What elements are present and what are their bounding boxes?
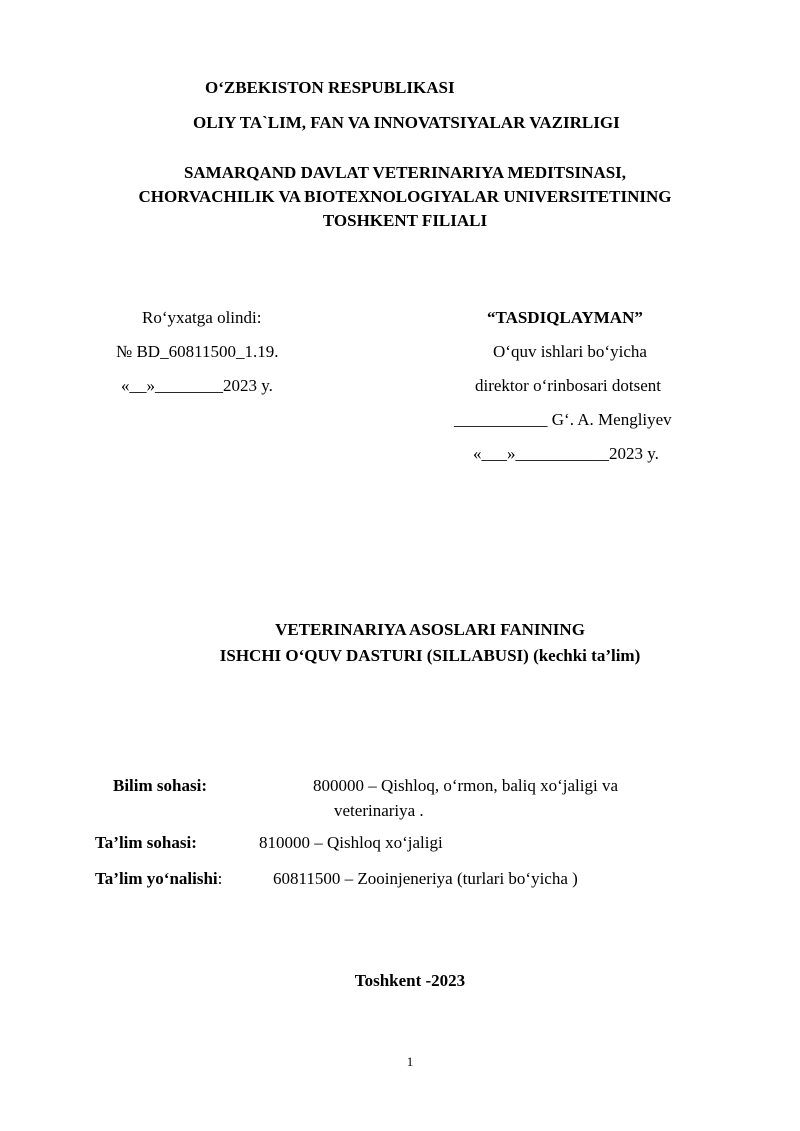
registration-date: «__»________2023 y. — [121, 376, 273, 395]
talim-yonalishi-label-wrap — [95, 869, 222, 889]
approval-line-2: direktor o‘rinbosari dotsent — [475, 376, 662, 395]
talim-sohasi-value: 810000 – Qishloq xo‘jaligi — [259, 833, 443, 852]
university-line-2: CHORVACHILIK VA BIOTEXNOLOGIYALAR UNIVERSITETINING — [138, 187, 672, 206]
talim-yonalishi-colon: : — [217, 869, 223, 888]
talim-yonalishi-label: Ta’lim yo‘nalishi — [95, 869, 218, 888]
ministry-title: OLIY TA`LIM, FAN VA INNOVATSIYALAR VAZIRLIGI — [193, 113, 620, 132]
talim-yonalishi-value: 60811500 – Zooinjeneriya (turlari bo‘yicha ) — [273, 869, 578, 888]
bilim-sohasi-value-line-1: 800000 – Qishloq, o‘rmon, baliq xo‘jaligi va — [313, 776, 619, 795]
place-year: Toshkent -2023 — [354, 971, 466, 990]
bilim-sohasi-value-line-2: veterinariya . — [334, 801, 424, 820]
document-title-line-1: VETERINARIYA ASOSLARI FANINING — [275, 620, 585, 639]
approval-date: «___»___________2023 y. — [473, 444, 659, 463]
approval-title: “TASDIQLAYMAN” — [487, 308, 643, 327]
registration-number: № BD_60811500_1.19. — [116, 342, 279, 361]
page-number: 1 — [406, 1054, 414, 1069]
republic-title: O‘ZBEKISTON RESPUBLIKASI — [205, 78, 455, 97]
approval-signature: ___________ G‘. A. Mengliyev — [454, 410, 672, 429]
bilim-sohasi-label: Bilim sohasi: — [113, 776, 207, 795]
university-line-3: TOSHKENT FILIALI — [322, 211, 488, 230]
university-line-1: SAMARQAND DAVLAT VETERINARIYA MEDITSINASI, — [183, 163, 627, 182]
document-title-line-2: ISHCHI O‘QUV DASTURI (SILLABUSI) (kechki ta’lim) — [219, 646, 641, 665]
registration-label: Ro‘yxatga olindi: — [142, 308, 262, 327]
talim-sohasi-label: Ta’lim sohasi: — [95, 833, 197, 852]
approval-line-1: O‘quv ishlari bo‘yicha — [493, 342, 647, 361]
